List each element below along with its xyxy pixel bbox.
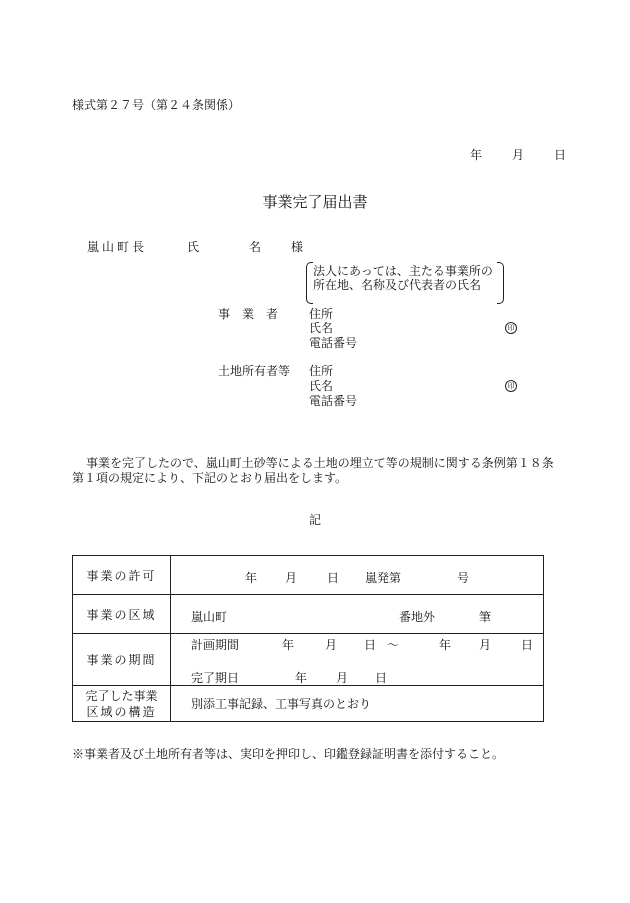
details-table (72, 555, 544, 722)
operator-label: 事 業 者 (218, 307, 279, 321)
permit-day: 日 (327, 571, 340, 585)
footnote: ※事業者及び土地所有者等は、実印を押印し、印鑑登録証明書を添付すること。 (72, 747, 505, 761)
form-number: 様式第２７号（第２４条関係） (72, 98, 241, 112)
table-row-period (73, 634, 544, 686)
permit-prefix: 嵐発第 (365, 571, 402, 585)
table-row-area (73, 595, 544, 634)
structure-label-line2: 区域の構造 (86, 704, 157, 719)
addressee-honorific: 様 (291, 240, 304, 254)
landowner-name-label: 氏名 (309, 379, 334, 393)
table-row-permit (73, 556, 544, 595)
date-year: 年 (470, 148, 483, 162)
addressee-to: 嵐山町長 (87, 240, 148, 254)
note-bracket-right (497, 262, 504, 304)
period-day: 日 (364, 638, 377, 652)
operator-phone-label: 電話番号 (309, 336, 358, 350)
addressee-name-label2: 名 (249, 240, 262, 254)
landowner-seal: 印 (505, 380, 517, 392)
table-row-structure (73, 686, 544, 722)
period-day2: 日 (521, 638, 534, 652)
permit-month: 月 (285, 571, 298, 585)
area-banchi: 番地外 (399, 610, 436, 624)
date-day: 日 (554, 148, 567, 162)
addressee-name-label: 氏 (187, 240, 200, 254)
period-plan-label: 計画期間 (191, 638, 240, 652)
operator-seal: 印 (505, 322, 517, 334)
permit-suffix: 号 (457, 571, 470, 585)
body-text (72, 456, 560, 486)
structure-label-line1: 完了した事業 (85, 688, 158, 703)
landowner-phone-label: 電話番号 (309, 394, 358, 408)
area-hitsu: 筆 (479, 610, 492, 624)
period-done-month: 月 (336, 671, 349, 685)
permit-year: 年 (245, 571, 258, 585)
ki-heading: 記 (308, 513, 321, 527)
submission-date (470, 149, 566, 161)
permit-value (171, 556, 544, 595)
period-year: 年 (282, 638, 295, 652)
period-done-year: 年 (295, 671, 308, 685)
area-value (171, 595, 544, 634)
page-title: 事業完了届出書 (262, 193, 368, 211)
body-content: 事業を完了したので、嵐山町土砂等による土地の埋立て等の規制に関する条例第１８条第１項の規定により、下記のとおり届出をします。 (72, 456, 554, 485)
period-value (171, 634, 544, 686)
permit-label: 事業の許可 (73, 556, 171, 595)
operator-address-label: 住所 (309, 307, 334, 321)
note-bracket-left (306, 262, 313, 304)
period-month: 月 (325, 638, 338, 652)
landowner-label: 土地所有者等 (218, 364, 291, 378)
period-month2: 月 (479, 638, 492, 652)
period-tilde: ～ (387, 638, 400, 652)
period-done-day: 日 (375, 671, 388, 685)
operator-name-label: 氏名 (309, 321, 334, 335)
period-done-label: 完了期日 (191, 671, 240, 685)
structure-label (73, 686, 171, 722)
structure-value-text: 別添工事記録、工事写真のとおり (191, 697, 372, 711)
corporate-note: 法人にあっては、主たる事業所の所在地、名称及び代表者の氏名 (313, 264, 493, 292)
area-label: 事業の区域 (73, 595, 171, 634)
area-town: 嵐山町 (191, 610, 228, 624)
period-label: 事業の期間 (73, 634, 171, 686)
addressee (87, 241, 303, 253)
landowner-address-label: 住所 (309, 364, 334, 378)
date-month: 月 (512, 148, 525, 162)
period-year2: 年 (439, 638, 452, 652)
structure-value (171, 686, 544, 722)
